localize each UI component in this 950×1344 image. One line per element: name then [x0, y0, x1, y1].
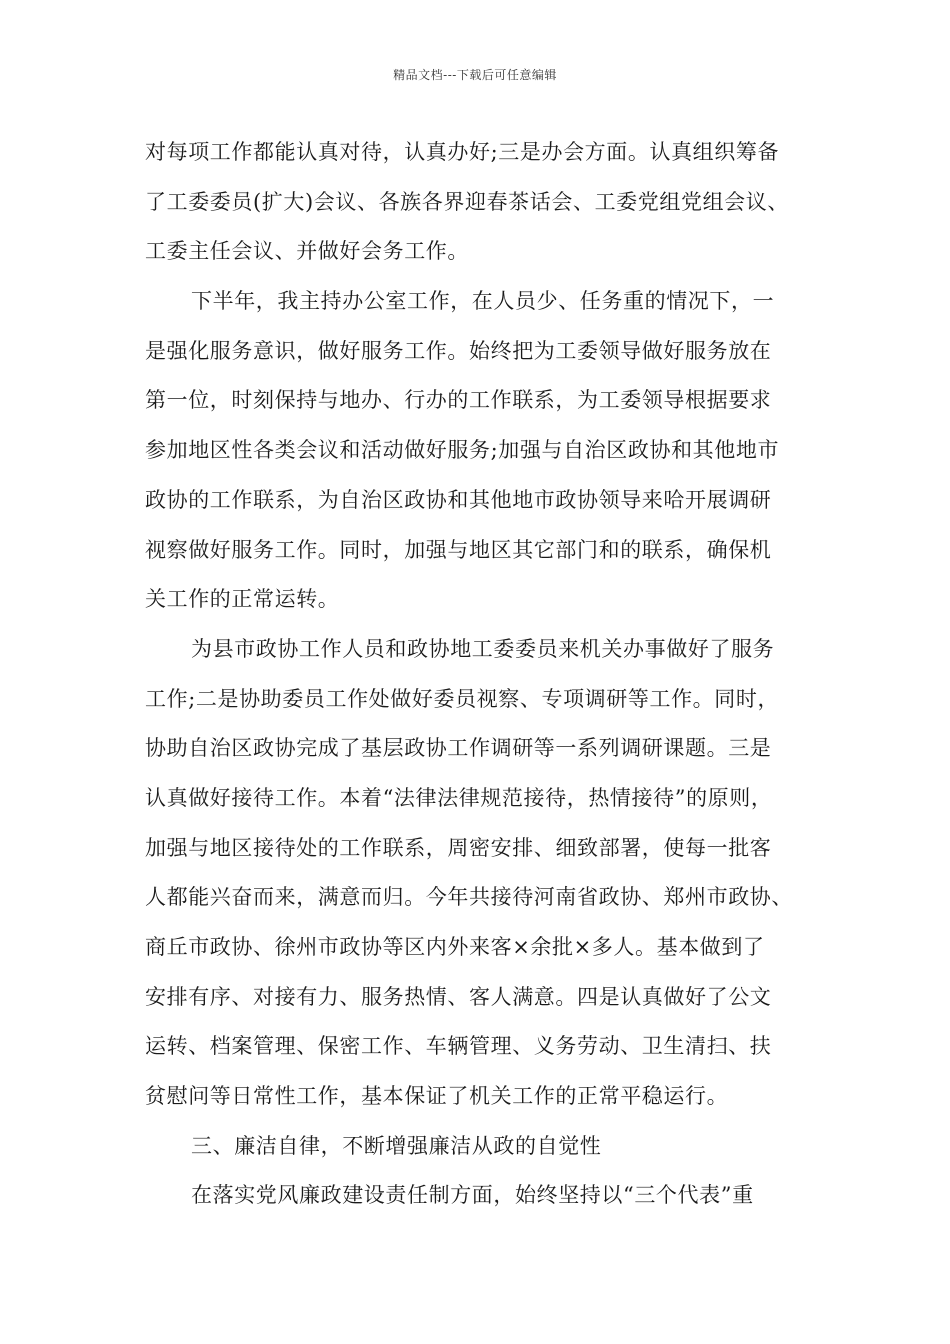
text-line: 协助自治区政协完成了基层政协工作调研等一系列调研课题。三是	[145, 736, 772, 761]
text-line: 人都能兴奋而来，满意而归。今年共接待河南省政协、郑州市政协、	[145, 885, 793, 910]
text-line: 视察做好服务工作。同时，加强与地区其它部门和的联系，确保机	[145, 537, 772, 562]
text-line: 三、廉洁自律，不断增强廉洁从政的自觉性	[191, 1133, 602, 1158]
text-line: 工委主任会议、并做好会务工作。	[145, 239, 469, 264]
text-line: 商丘市政协、徐州市政协等区内外来客×余批×多人。基本做到了	[145, 935, 765, 959]
text-line: 贫慰问等日常性工作，基本保证了机关工作的正常平稳运行。	[145, 1084, 729, 1109]
text-line: 对每项工作都能认真对待，认真办好;三是办会方面。认真组织筹备	[145, 140, 780, 164]
text-line: 政协的工作联系，为自治区政协和其他地市政协领导来哈开展调研	[145, 487, 772, 512]
text-line: 是强化服务意识，做好服务工作。始终把为工委领导做好服务放在	[145, 338, 772, 363]
text-line: 参加地区性各类会议和活动做好服务;加强与自治区政协和其他地市	[145, 438, 780, 463]
text-line: 在落实党风廉政建设责任制方面，始终坚持以“三个代表”重	[191, 1183, 754, 1208]
text-line: 关工作的正常运转。	[145, 587, 340, 612]
text-line: 工作;二是协助委员工作处做好委员视察、专项调研等工作。同时，	[145, 686, 780, 711]
text-line: 认真做好接待工作。本着“法律法律规范接待，热情接待”的原则，	[145, 785, 773, 810]
text-line: 了工委委员(扩大)会议、各族各界迎春茶话会、工委党组党组会议、	[145, 189, 789, 214]
text-line: 第一位，时刻保持与地办、行办的工作联系，为工委领导根据要求	[145, 388, 772, 413]
text-line: 加强与地区接待处的工作联系，周密安排、细致部署，使每一批客	[145, 835, 772, 860]
text-line: 下半年，我主持办公室工作，在人员少、任务重的情况下，一	[191, 289, 775, 314]
page-header: 精品文档---下载后可任意编辑	[393, 68, 557, 82]
text-line: 安排有序、对接有力、服务热情、客人满意。四是认真做好了公文	[145, 984, 772, 1009]
text-line: 运转、档案管理、保密工作、车辆管理、义务劳动、卫生清扫、扶	[145, 1034, 772, 1059]
text-line: 为县市政协工作人员和政协地工委委员来机关办事做好了服务	[191, 636, 775, 661]
document-body	[145, 128, 835, 1221]
